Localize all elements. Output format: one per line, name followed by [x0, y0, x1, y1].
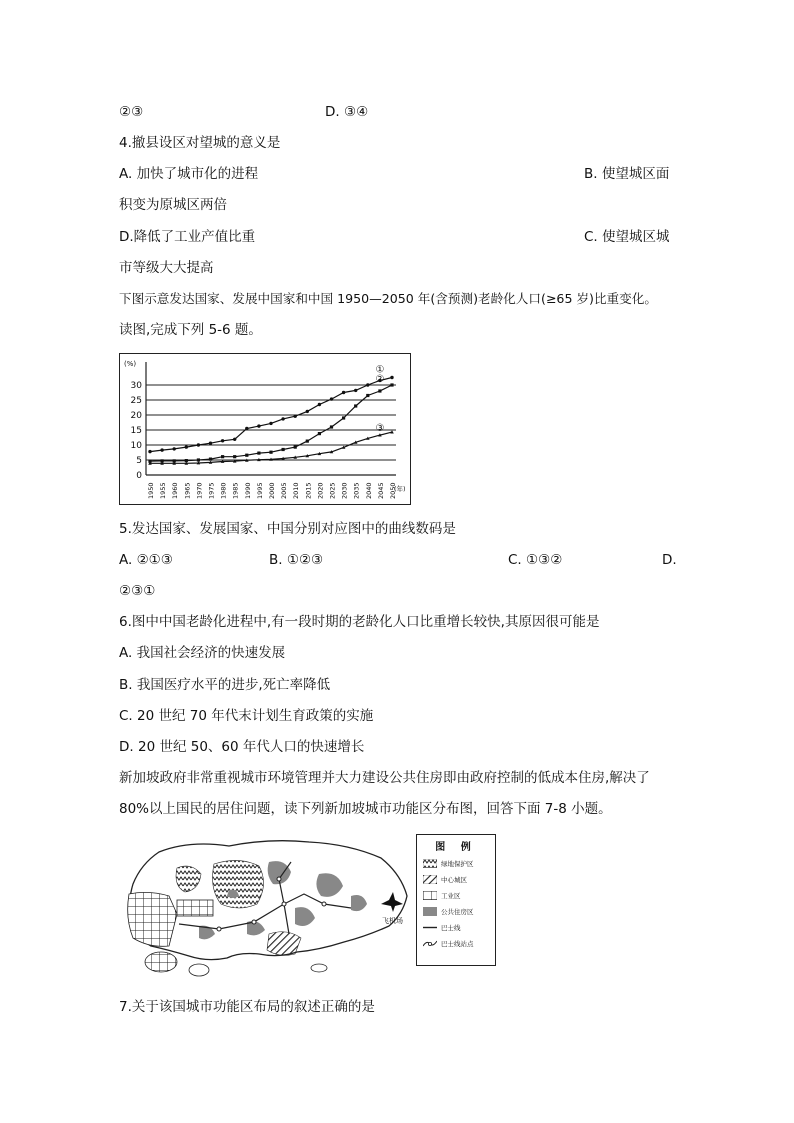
x-tick-label: 2050	[389, 482, 397, 499]
intro-5-6-line2: 读图,完成下列 5-6 题。	[119, 322, 262, 338]
legend-label-green: 绿地保护区	[441, 859, 474, 868]
green-area-icon	[423, 859, 437, 868]
data-point	[245, 454, 248, 457]
data-point	[342, 391, 345, 394]
data-point	[378, 389, 381, 392]
data-point	[354, 404, 357, 407]
legend-item-center	[423, 873, 467, 885]
x-tick-label: 2030	[340, 482, 349, 499]
x-tick-label: 1965	[183, 482, 192, 499]
x-axis-label: (年)	[394, 485, 406, 493]
answer-option-d: D. ③④	[325, 104, 369, 120]
data-point	[294, 415, 297, 418]
legend-item-busline	[423, 921, 461, 933]
data-point	[233, 438, 236, 441]
data-point	[269, 422, 272, 425]
question-4-option-d: D.降低了工业产值比重	[119, 229, 256, 245]
question-4-option-a: A. 加快了城市化的进程	[119, 166, 259, 182]
series-line-1	[150, 378, 392, 452]
question-7: 7.关于该国城市功能区布局的叙述正确的是	[119, 999, 375, 1015]
x-tick-label: 2010	[292, 482, 301, 499]
question-6-option-d: D. 20 世纪 50、60 年代人口的快速增长	[119, 739, 365, 755]
series-label-3: ③	[375, 423, 385, 435]
bus-line-icon	[423, 923, 437, 932]
data-point	[269, 451, 272, 454]
data-point	[245, 427, 248, 430]
data-point	[209, 458, 212, 461]
data-point	[390, 376, 393, 379]
y-tick-label: 25	[130, 396, 142, 406]
legend-label-center: 中心城区	[441, 875, 467, 884]
data-point	[354, 389, 357, 392]
y-tick-label: 15	[130, 426, 142, 436]
data-point	[330, 397, 333, 400]
bus-stop-icon	[423, 939, 437, 948]
legend-title: 图 例	[435, 842, 477, 853]
question-5-option-d: D.	[662, 552, 677, 568]
map-illustration	[119, 834, 419, 984]
data-point	[148, 450, 151, 453]
answer-option-left: ②③	[119, 104, 144, 120]
series-label-2: ②	[375, 374, 385, 385]
central-city-icon	[423, 875, 437, 884]
industrial-icon	[423, 891, 437, 900]
data-point	[294, 446, 297, 449]
x-tick-label: 2015	[304, 482, 313, 499]
x-tick-label: 2040	[364, 482, 373, 499]
legend-label-busline: 巴士线	[441, 923, 461, 932]
legend-item-industrial	[423, 889, 461, 901]
x-tick-label: 2000	[268, 482, 276, 499]
x-tick-label: 2045	[376, 482, 385, 499]
y-tick-label: 10	[130, 441, 142, 451]
data-point	[366, 383, 369, 386]
x-tick-label: 2035	[352, 482, 361, 499]
data-point	[330, 425, 333, 428]
data-point	[318, 403, 321, 406]
data-point	[173, 447, 176, 450]
x-tick-label: 1970	[195, 482, 204, 499]
data-point	[233, 455, 236, 458]
y-tick-label: 0	[136, 471, 142, 481]
data-point	[197, 458, 200, 461]
map-legend	[416, 834, 496, 966]
data-point	[282, 448, 285, 451]
question-5-option-c: C. ①③②	[508, 552, 563, 568]
housing-icon	[423, 907, 437, 916]
x-tick-label: 1950	[147, 482, 155, 499]
data-point	[318, 432, 321, 435]
x-tick-label: 2020	[316, 482, 325, 499]
data-point	[160, 448, 163, 451]
question-6: 6.图中中国老龄化进程中,有一段时期的老龄化人口比重增长较快,其原因很可能是	[119, 614, 600, 630]
intro-5-6-line1: 下图示意发达国家、发展中国家和中国 1950—2050 年(含预测)老龄化人口(≥65 岁)比重变化。	[119, 291, 657, 306]
data-point	[342, 416, 345, 419]
x-tick-label: 1995	[255, 482, 264, 499]
question-4-option-c: C. 使望城区城	[584, 229, 670, 245]
x-tick-label: 1960	[171, 482, 180, 499]
data-point	[185, 445, 188, 448]
x-tick-label: 1990	[243, 482, 252, 499]
question-4-option-b-cont: 积变为原城区两倍	[119, 197, 227, 213]
data-point	[197, 443, 200, 446]
x-tick-label: 1955	[159, 482, 168, 499]
data-point	[257, 424, 260, 427]
data-point	[257, 452, 260, 455]
question-4-option-c-cont: 市等级大大提高	[119, 260, 214, 276]
data-point	[221, 439, 224, 442]
legend-item-green	[423, 857, 474, 869]
series-label-1: ①	[375, 364, 385, 376]
intro-7-8-line2: 80%以上国民的居住问题，读下列新加坡城市功能区分布图，回答下面 7-8 小题。	[119, 801, 612, 817]
legend-item-housing	[423, 905, 474, 917]
data-point	[306, 410, 309, 413]
question-4: 4.撤县设区对望城的意义是	[119, 135, 281, 151]
singapore-map	[119, 834, 499, 984]
question-5-option-b: B. ①②③	[269, 552, 324, 568]
data-point	[281, 417, 284, 420]
question-5-option-a: A. ②①③	[119, 552, 173, 568]
x-tick-label: 1975	[207, 482, 216, 499]
x-tick-label: 1980	[219, 482, 228, 499]
question-6-option-c: C. 20 世纪 70 年代末计划生育政策的实施	[119, 708, 374, 724]
data-point	[209, 442, 212, 445]
data-point	[221, 455, 224, 458]
x-tick-label: 2025	[328, 482, 337, 499]
chart-svg	[120, 354, 409, 503]
intro-7-8-line1: 新加坡政府非常重视城市环境管理并大力建设公共住房即由政府控制的低成本住房,解决了	[119, 770, 650, 786]
question-5: 5.发达国家、发展国家、中国分别对应图中的曲线数码是	[119, 521, 456, 537]
x-tick-label: 2005	[280, 482, 289, 499]
aging-population-chart	[119, 353, 411, 505]
data-point	[366, 394, 369, 397]
question-4-option-b: B. 使望城区面	[584, 166, 670, 182]
airport-label: 飞机场	[382, 917, 403, 925]
y-tick-label: 30	[130, 381, 142, 391]
x-tick-label: 1985	[231, 482, 240, 499]
y-axis-label: (%)	[124, 360, 137, 368]
y-tick-label: 20	[130, 411, 142, 421]
question-5-option-d-cont: ②③①	[119, 583, 156, 599]
legend-label-housing: 公共住房区	[441, 907, 474, 916]
legend-label-industrial: 工业区	[441, 891, 461, 900]
question-6-option-b: B. 我国医疗水平的进步,死亡率降低	[119, 677, 331, 693]
data-point	[390, 383, 393, 386]
data-point	[306, 440, 309, 443]
y-tick-label: 5	[136, 456, 142, 466]
legend-item-busstop	[423, 937, 474, 949]
question-6-option-a: A. 我国社会经济的快速发展	[119, 645, 286, 661]
legend-label-busstop: 巴士线站点	[441, 939, 474, 948]
